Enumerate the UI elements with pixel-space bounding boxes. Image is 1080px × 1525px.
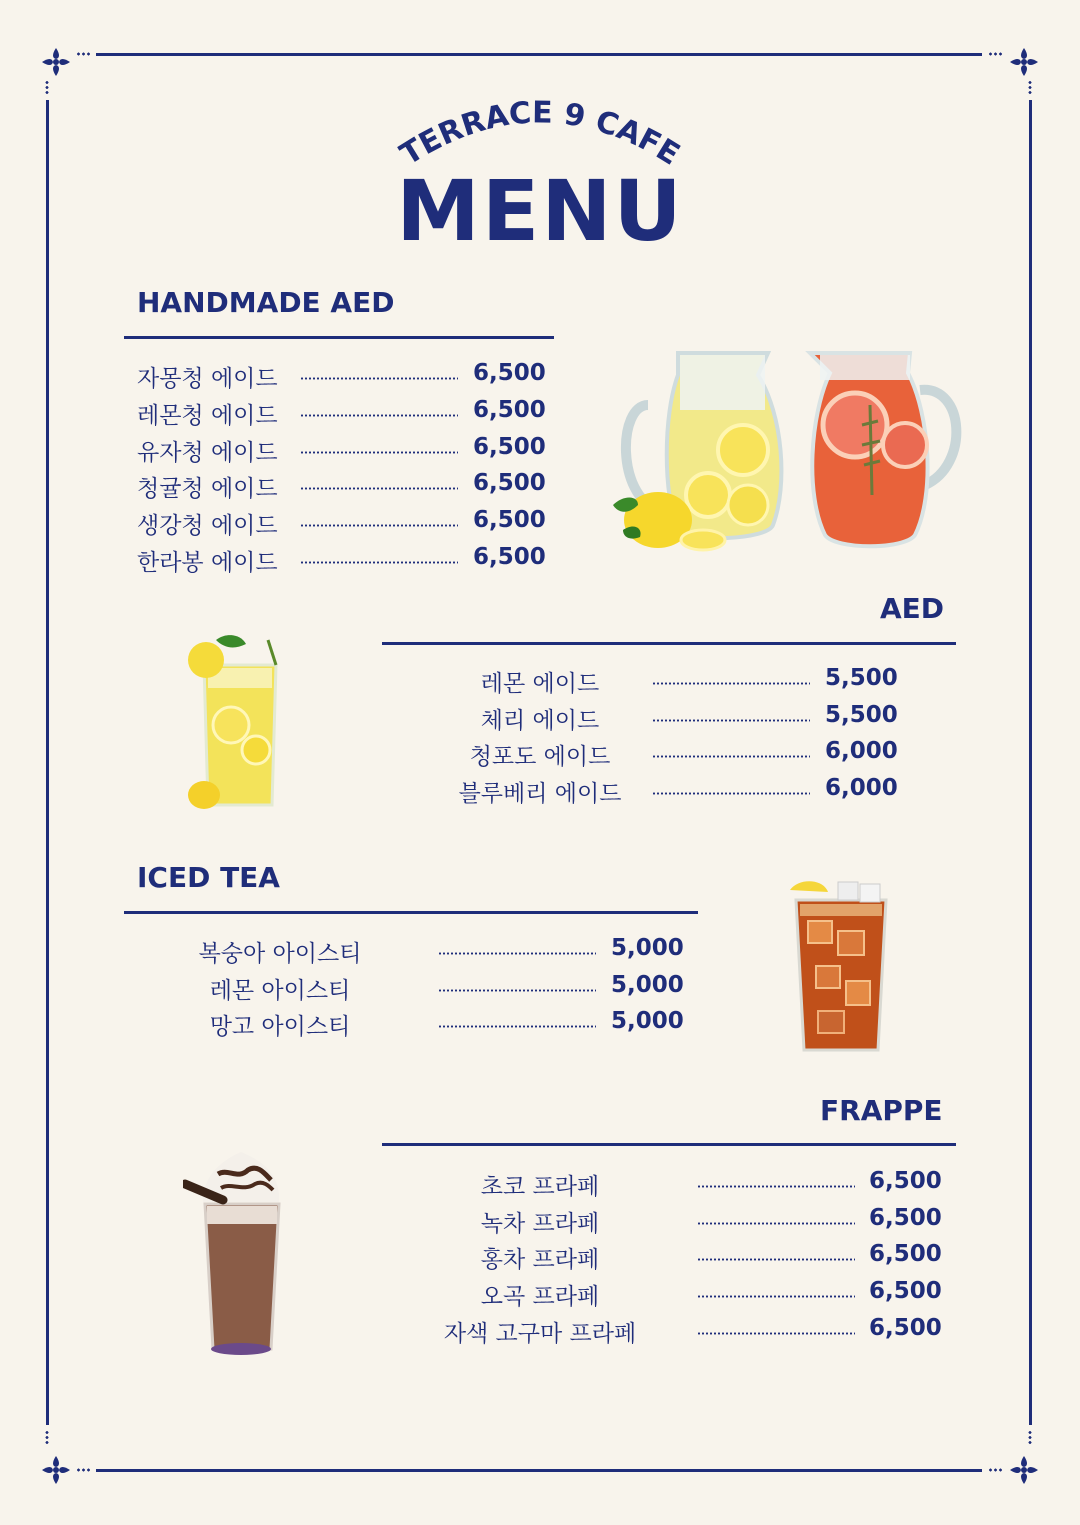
iced-tea-glass-icon: [788, 876, 892, 1060]
dot-leader: [300, 561, 458, 564]
menu-item-price: 5,000: [611, 971, 684, 998]
corner-ornament-icon: [1006, 1452, 1042, 1488]
menu-item: [0, 935, 700, 971]
lemonade-pitcher-icon: [608, 345, 788, 555]
dot-leader: [697, 1295, 855, 1298]
menu-item-name: 복숭아 아이스티: [198, 941, 362, 967]
dot-leader: [300, 414, 458, 417]
menu-item: [0, 738, 960, 774]
menu-item-price: 6,000: [825, 775, 898, 802]
section-title-aed: AED: [880, 592, 945, 625]
menu-item-name: 오곡 프라페: [480, 1284, 600, 1311]
dot-leader: [652, 682, 810, 685]
section-title-frappe: FRAPPE: [820, 1094, 943, 1127]
border-dots: [45, 80, 49, 96]
dot-leader: [300, 451, 458, 454]
menu-item: [0, 434, 600, 470]
border-right: [1029, 100, 1032, 1425]
menu-item-name: 녹차 프라페: [480, 1210, 600, 1237]
dot-leader: [300, 377, 458, 380]
dot-leader: [652, 755, 810, 758]
page-title: MENU: [396, 162, 684, 260]
menu-item-name: 자몽청 에이드: [137, 366, 278, 392]
menu-item: [0, 1241, 960, 1277]
menu-item: [0, 1168, 960, 1204]
border-dots: [1028, 80, 1032, 96]
dot-leader: [652, 719, 810, 722]
menu-item: [0, 397, 600, 433]
section-rule: [382, 1143, 956, 1146]
menu-item: [0, 470, 600, 506]
menu-item-price: 6,500: [473, 544, 546, 570]
menu-item-name: 레몬 아이스티: [209, 977, 351, 1004]
menu-item-name: 청귤청 에이드: [137, 476, 278, 503]
menu-item-price: 6,500: [869, 1241, 942, 1268]
corner-ornament-icon: [38, 1452, 74, 1488]
menu-item: [0, 775, 960, 811]
chocolate-frappe-icon: [183, 1144, 299, 1360]
menu-item-name: 자색 고구마 프라페: [443, 1320, 637, 1347]
menu-item-name: 망고 아이스티: [209, 1014, 351, 1041]
brand-name-text: TERRACE 9 CAFE: [394, 95, 686, 173]
border-dots: [988, 52, 1004, 56]
section-rule: [124, 911, 698, 914]
menu-item-price: 5,500: [825, 701, 898, 728]
border-dots: [76, 1468, 92, 1472]
menu-item: [0, 1008, 700, 1044]
menu-item: [0, 360, 600, 396]
menu-item-price: 6,500: [869, 1314, 942, 1341]
dot-leader: [697, 1332, 855, 1335]
border-dots: [45, 1430, 49, 1446]
dot-leader: [438, 989, 596, 992]
menu-item: [0, 544, 600, 580]
menu-item-name: 생강청 에이드: [137, 513, 278, 540]
menu-item-price: 6,000: [825, 738, 898, 765]
menu-item-price: 6,500: [473, 360, 546, 386]
grapefruit-pitcher-icon: [800, 345, 970, 555]
border-dots: [1028, 1430, 1032, 1446]
section-rule: [124, 336, 554, 339]
menu-item-name: 한라봉 에이드: [137, 550, 278, 576]
menu-item: [0, 507, 600, 543]
menu-item-price: 6,500: [869, 1278, 942, 1305]
dot-leader: [697, 1222, 855, 1225]
dot-leader: [697, 1258, 855, 1261]
menu-item-name: 청포도 에이드: [469, 744, 611, 771]
corner-ornament-icon: [1006, 44, 1042, 80]
menu-item-price: 5,000: [611, 1008, 684, 1035]
menu-item-name: 홍차 프라페: [480, 1247, 600, 1274]
menu-item: [0, 702, 960, 738]
menu-item-name: 체리 에이드: [480, 707, 600, 734]
section-rule: [382, 642, 956, 645]
section-title-iced-tea: ICED TEA: [137, 861, 280, 894]
border-dots: [76, 52, 92, 56]
dot-leader: [697, 1185, 855, 1188]
menu-item-price: 6,500: [473, 396, 546, 423]
menu-item: [0, 1315, 960, 1351]
menu-item-price: 6,500: [473, 507, 546, 534]
menu-item-price: 6,500: [473, 433, 546, 460]
menu-item-price: 6,500: [869, 1204, 942, 1231]
menu-item-price: 5,500: [825, 665, 898, 691]
lemonade-glass-icon: [186, 630, 282, 812]
corner-ornament-icon: [38, 44, 74, 80]
section-title-handmade: HANDMADE AED: [137, 286, 395, 319]
menu-item-name: 유자청 에이드: [137, 439, 278, 466]
border-dots: [988, 1468, 1004, 1472]
menu-item: [0, 1205, 960, 1241]
menu-item-name: 레몬청 에이드: [137, 402, 278, 429]
border-bottom: [96, 1469, 982, 1472]
menu-item-price: 5,000: [611, 935, 684, 961]
menu-item: [0, 972, 700, 1008]
dot-leader: [300, 487, 458, 490]
dot-leader: [300, 524, 458, 527]
menu-item-name: 초코 프라페: [480, 1174, 600, 1200]
menu-item-name: 블루베리 에이드: [458, 781, 622, 808]
dot-leader: [652, 792, 810, 795]
border-top: [96, 53, 982, 56]
menu-item: [0, 665, 960, 701]
menu-item-price: 6,500: [473, 470, 546, 497]
menu-item-name: 레몬 에이드: [480, 671, 600, 697]
menu-item-price: 6,500: [869, 1168, 942, 1194]
dot-leader: [438, 952, 596, 955]
dot-leader: [438, 1025, 596, 1028]
menu-item: [0, 1278, 960, 1314]
